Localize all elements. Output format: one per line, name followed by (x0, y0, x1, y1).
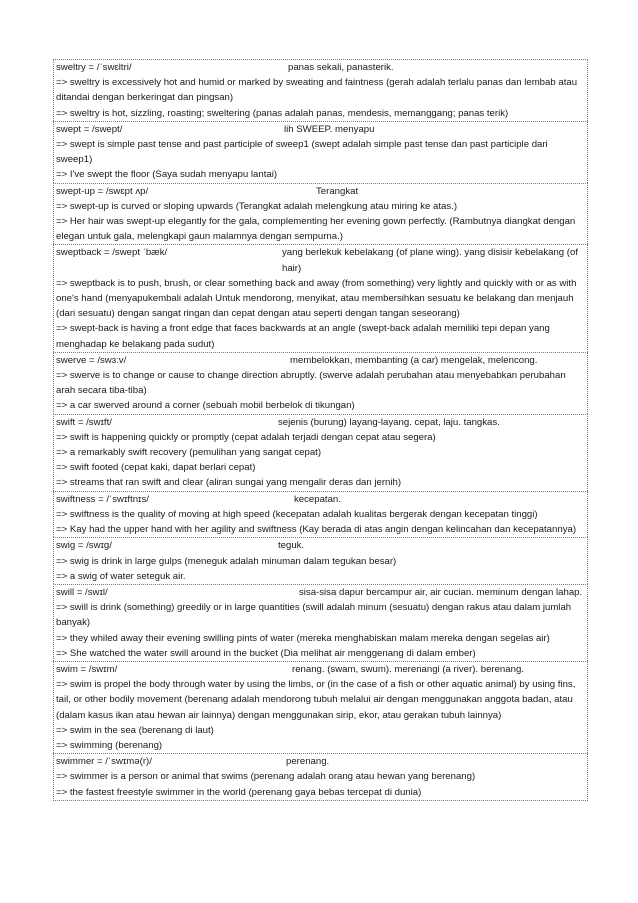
definition-line: => sweltry is hot, sizzling, roasting; sweltering (panas adalah panas, mendesis, memanggang; panas terik) (56, 107, 509, 119)
dictionary-entry (53, 121, 588, 183)
entry-header (56, 585, 585, 600)
definition-line: => swift footed (cepat kaki, dapat berlari cepat) (56, 462, 256, 474)
translation: teguk. (278, 540, 305, 552)
translation: sisa-sisa dapur bercampur air, air cucian. meminum dengan lahap. (299, 586, 583, 598)
headword: swill = /swɪl/ (56, 586, 108, 598)
definition-line: => the fastest freestyle swimmer in the world (perenang gaya bebas tercepat di dunia) (56, 786, 422, 798)
headword: swept-up = /swɛpt ʌp/ (56, 185, 149, 197)
entry-header (56, 60, 585, 75)
translation: renang. (swam, swum). merenangi (a river). berenang. (292, 663, 524, 675)
translation: panas sekali, panasterik. (288, 62, 394, 73)
definition-line: => swimming (berenang) (56, 739, 163, 751)
translation: membelokkan, membanting (a car) mengelak, melencong. (290, 354, 538, 366)
dictionary-entry (53, 537, 588, 584)
headword: sweltry = /ˈswɛltri/ (56, 62, 132, 73)
headword: swiftness = /ˈswɪftnɪs/ (56, 493, 149, 505)
definition-line: => swiftness is the quality of moving at high speed (kecepatan adalah kualitas bergerak dengan kecepatan tinggi) (56, 508, 538, 520)
definition-line: => swept-up is curved or sloping upwards (Terangkat adalah melengkung atau miring ke atas.) (56, 200, 458, 212)
definition-line: => a remarkably swift recovery (pemulihan yang sangat cepat) (56, 447, 322, 459)
definition-line: => they whiled away their evening swilling pints of water (mereka menghabiskan malam mereka dengan segelas air) (56, 632, 550, 644)
definition-line: => She watched the water swill around in the bucket (Dia melihat air menggenang di dalam ember) (56, 647, 476, 659)
headword: swig = /swɪg/ (56, 540, 112, 552)
entry-header (56, 353, 585, 368)
definition-line: => sweltry is excessively hot and humid or marked by sweating and faintness (gerah adalah terlalu panas dan lembab atau ditandai dengan berkeringat dan pingsan) (56, 77, 578, 104)
translation: sejenis (burung) layang-layang. cepat, laju. tangkas. (278, 416, 500, 428)
definition-line: => swift is happening quickly or promptly (cepat adalah terjadi dengan cepat atau segera) (56, 431, 436, 443)
translation: yang berlekuk kebelakang (of plane wing). yang disisir kebelakang (of hair) (282, 247, 578, 274)
definition-line: => swept-back is having a front edge that faces backwards at an angle (swept-back adalah memiliki tepi depan yang menghadap ke belakang pada sudut) (56, 323, 550, 350)
headword: swerve = /swɜːv/ (56, 354, 127, 366)
entry-header (56, 122, 585, 137)
headword: swept = /swept/ (56, 123, 123, 135)
entry-header (56, 538, 585, 553)
definition-line: => swerve is to change or cause to change direction abruptly. (swerve adalah perubahan atau menyebabkan perubahan arah secara tiba-tiba) (56, 370, 566, 397)
definition-line: => swept is simple past tense and past participle of sweep1 (swept adalah simple past tense dan past participle dari sweep1) (56, 139, 548, 166)
definition-line: => swill is drink (something) greedily or in large quantities (swill adalah minum (sesuatu) dengan rakus atau dalam jumlah banyak) (56, 602, 572, 629)
headword: swimmer = /ˈswɪmə(r)/ (56, 756, 152, 768)
entry-header (56, 245, 585, 275)
definition-line: => Her hair was swept-up elegantly for the gala, complementing her evening gown perfectly. (Rambutnya diangkat dengan elegan untuk gala, melengkapi gaun malamnya dengan sempurna.) (56, 216, 576, 243)
dictionary-entry (53, 183, 588, 245)
dictionary-entry (53, 491, 588, 538)
definition-line: => swimmer is a person or animal that swims (perenang adalah orang atau hewan yang berenang) (56, 771, 476, 783)
dictionary-entry (53, 414, 588, 491)
dictionary-entry (53, 661, 588, 753)
dictionary-entry (53, 59, 588, 121)
dictionary-entry (53, 753, 588, 801)
dictionary-entry (53, 352, 588, 414)
dictionary-entry (53, 244, 588, 351)
definition-line: => Kay had the upper hand with her agility and swiftness (Kay berada di atas angin dengan kelincahan dan kecepatannya) (56, 524, 577, 536)
translation: perenang. (286, 756, 330, 768)
headword: swim = /swɪm/ (56, 663, 118, 675)
entry-header (56, 415, 585, 430)
entry-header (56, 492, 585, 507)
entry-header (56, 754, 585, 769)
entry-header (56, 662, 585, 677)
definition-line: => a car swerved around a corner (sebuah mobil berbelok di tikungan) (56, 400, 355, 412)
definition-line: => streams that ran swift and clear (aliran sungai yang mengalir deras dan jernih) (56, 477, 402, 489)
dictionary-page (53, 59, 588, 801)
dictionary-entry (53, 584, 588, 661)
translation: lih SWEEP. menyapu (284, 123, 375, 135)
definition-line: => I've swept the floor (Saya sudah menyapu lantai) (56, 169, 278, 181)
translation: Terangkat (316, 185, 359, 197)
translation: kecepatan. (294, 493, 341, 505)
entry-header (56, 184, 585, 199)
headword: sweptback = /swept ˈbæk/ (56, 247, 168, 259)
definition-line: => sweptback is to push, brush, or clear something back and away (from something) very lightly and quickly with or as with one's hand (menyapukembali adalah Untuk mendorong, menyikat, atau membersihkan sesuatu ke belakang dan menjauh (dari sesuatu) dengan sangat ringan dan cepat dengan atau seperti dengan tangan seseorang) (56, 277, 577, 320)
definition-line: => swim in the sea (berenang di laut) (56, 724, 214, 736)
definition-line: => swig is drink in large gulps (meneguk adalah minuman dalam tegukan besar) (56, 555, 397, 567)
definition-line: => a swig of water seteguk air. (56, 570, 186, 582)
headword: swift = /swɪft/ (56, 416, 112, 428)
definition-line: => swim is propel the body through water by using the limbs, or (in the case of a fish or other aquatic animal) by using fins, tail, or other bodily movement (berenang adalah mendorong tubuh melalui air dengan menggunakan anggota badan, atau (dalam kasus ikan atau hewan air lainnya) dengan menggunakan sirip, ekor, atau gerakan tubuh lainnya) (56, 679, 576, 721)
